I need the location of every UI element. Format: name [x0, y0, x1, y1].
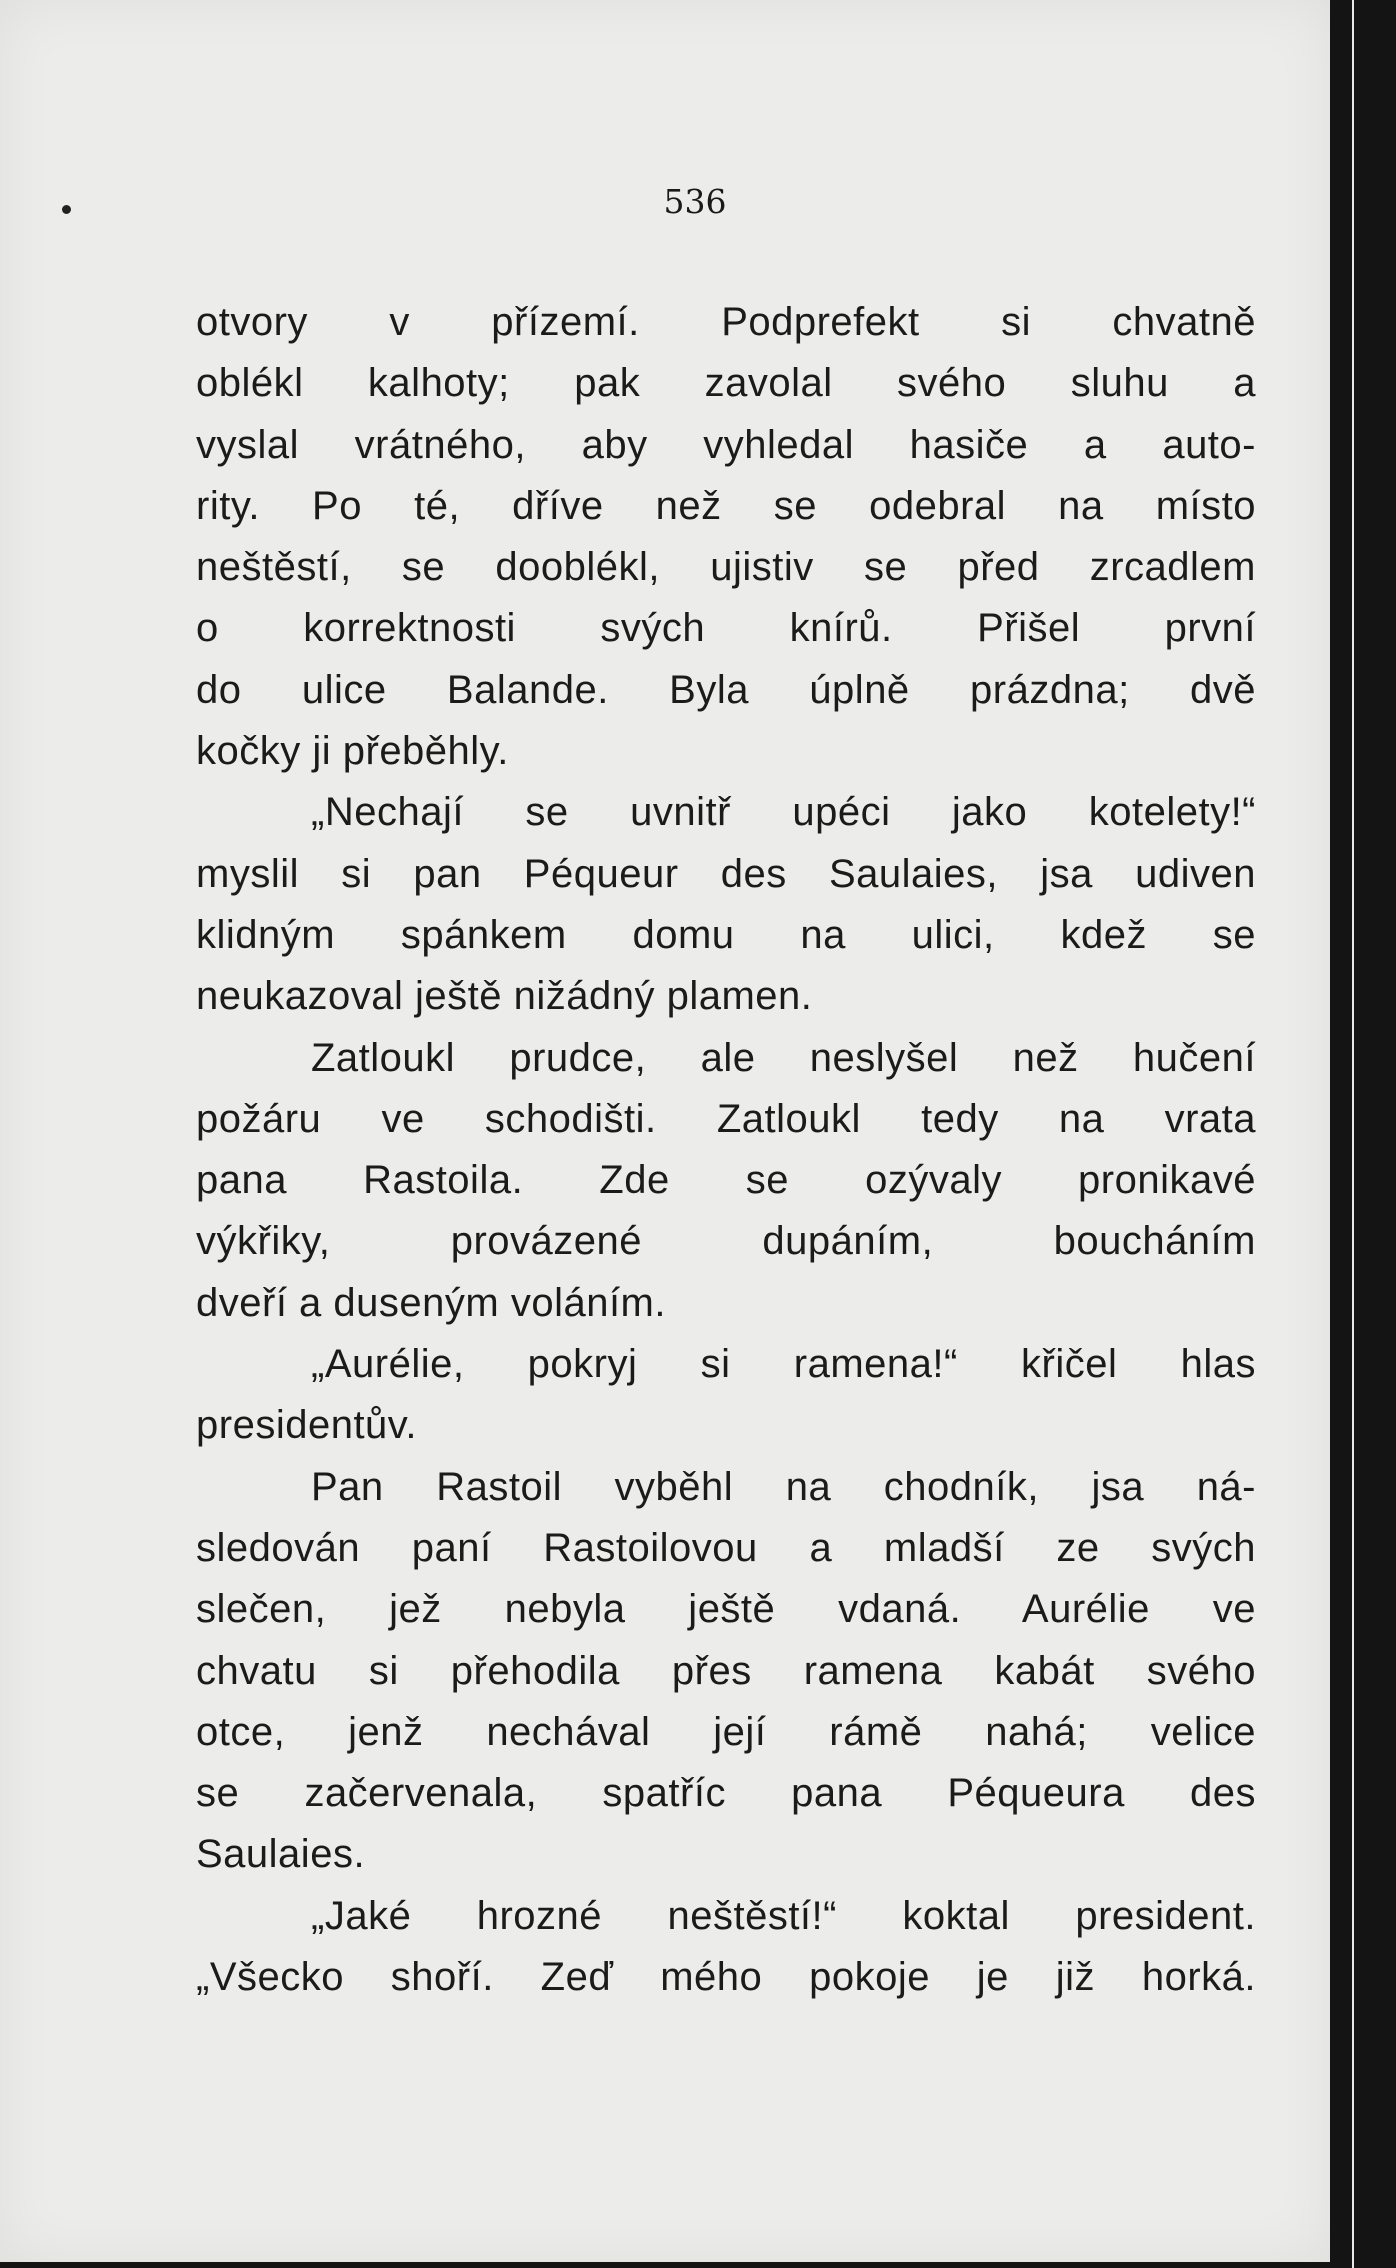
text-line: Zatloukl prudce, ale neslyšel než hučení — [311, 1035, 1256, 1080]
text-line: Saulaies. — [196, 1832, 366, 1877]
text-line: slečen, jež nebyla ještě vdaná. Aurélie ve — [196, 1587, 1256, 1632]
text-line: chvatu si přehodila přes ramena kabát svého — [196, 1648, 1256, 1693]
page-edge-line — [1352, 0, 1354, 2268]
text-line: vyslal vrátného, aby vyhledal hasiče a auto- — [196, 422, 1256, 467]
text-line: „Všecko shoří. Zeď mého pokoje je již horká. — [196, 1955, 1256, 2000]
text-line: otvory v přízemí. Podprefekt si chvatně — [196, 300, 1256, 344]
text-line: pana Rastoila. Zde se ozývaly pronikavé — [196, 1158, 1256, 1203]
text-line: presidentův. — [196, 1403, 417, 1448]
text-line: do ulice Balande. Byla úplně prázdna; dvě — [196, 667, 1256, 712]
text-line: Pan Rastoil vyběhl na chodník, jsa ná- — [311, 1464, 1256, 1509]
text-line: myslil si pan Péqueur des Saulaies, jsa udiven — [196, 851, 1256, 896]
text-line: požáru ve schodišti. Zatloukl tedy na vrata — [196, 1096, 1256, 1141]
text-line: „Aurélie, pokryj si ramena!“ křičel hlas — [311, 1342, 1256, 1387]
text-line: klidným spánkem domu na ulici, kdež se — [196, 912, 1256, 957]
text-line: „Jaké hrozné neštěstí!“ koktal president. — [311, 1893, 1256, 1938]
text-line: kočky ji přeběhly. — [196, 729, 509, 774]
text-line: neštěstí, se dooblékl, ujistiv se před zrcadlem — [196, 545, 1256, 590]
text-line: o korrektnosti svých knírů. Přišel první — [196, 606, 1256, 651]
body-text — [196, 292, 1256, 2008]
text-line: neukazoval ještě nižádný plamen. — [196, 974, 813, 1019]
text-line: rity. Po té, dříve než se odebral na místo — [196, 483, 1256, 528]
text-line: dveří a duseným voláním. — [196, 1280, 666, 1325]
text-line: se začervenala, spatříc pana Péqueura des — [196, 1771, 1256, 1816]
text-line: „Nechají se uvnitř upéci jako kotelety!“ — [311, 790, 1256, 835]
page-number: 536 — [663, 182, 727, 221]
text-line: otce, jenž nechával její rámě nahá; velice — [196, 1709, 1256, 1754]
text-line: oblékl kalhoty; pak zavolal svého sluhu a — [196, 361, 1256, 406]
text-line: výkřiky, provázené dupáním, boucháním — [196, 1219, 1256, 1264]
text-line: sledován paní Rastoilovou a mladší ze svých — [196, 1525, 1256, 1570]
